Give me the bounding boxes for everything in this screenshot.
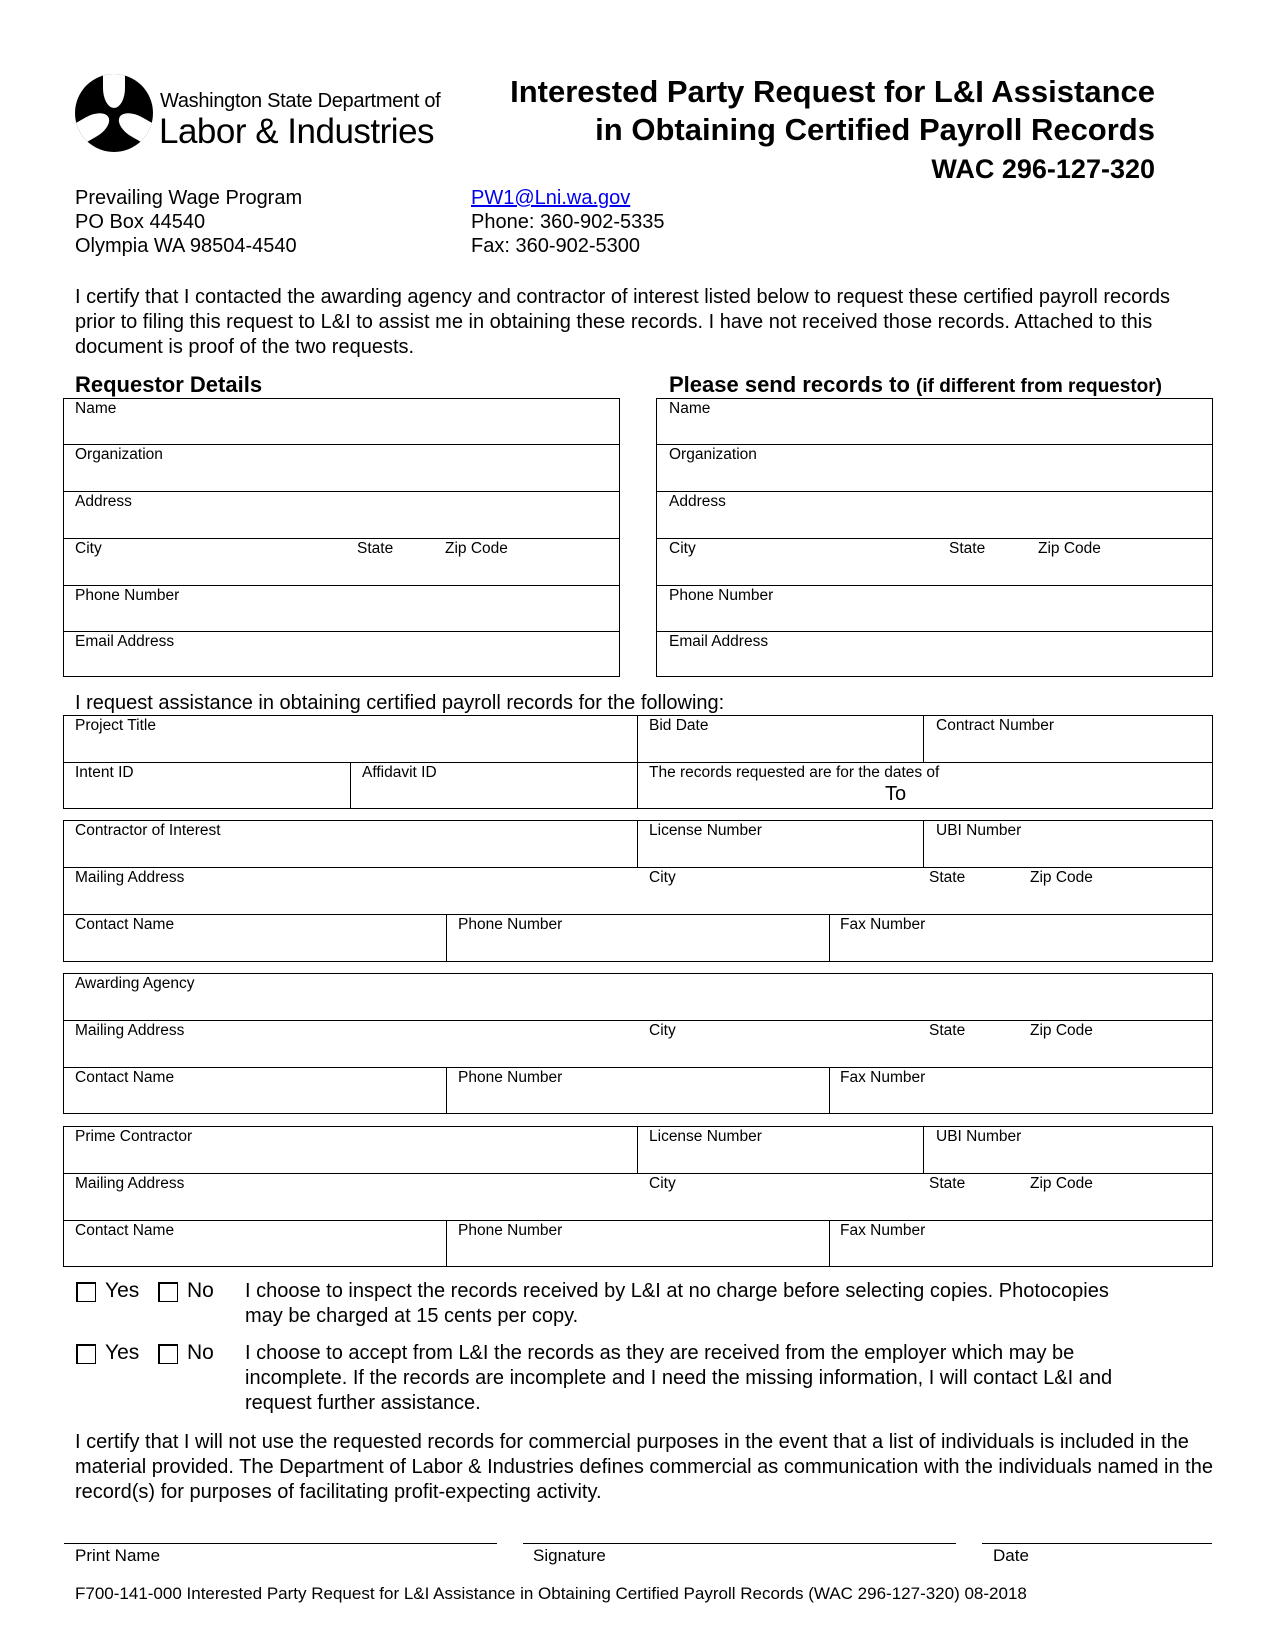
prime-contractor-name-field[interactable]: Prime Contractor [75,1128,193,1145]
contractor-ubi-field[interactable]: UBI Number [936,822,1022,839]
contractor-phone-field[interactable]: Phone Number [458,916,563,933]
requestor-email-field[interactable]: Email Address [75,633,175,650]
prime-contractor-box [63,1126,1213,1267]
date-line[interactable] [982,1543,1212,1544]
accept-yes-checkbox[interactable] [76,1344,96,1364]
agency-name-line1: Washington State Department of [160,90,441,112]
prime-license-field[interactable]: License Number [649,1128,762,1145]
project-title-field[interactable]: Project Title [75,717,156,734]
form-title-line1: Interested Party Request for L&I Assistance [510,74,1155,109]
awarding-zip-field[interactable]: Zip Code [1030,1022,1093,1039]
send-to-heading: Please send records to (if different from requestor) [669,372,1162,397]
affidavit-id-field[interactable]: Affidavit ID [362,764,437,781]
agency-logo [75,74,153,152]
requestor-address-field[interactable]: Address [75,493,132,510]
inspect-yes-label: Yes [105,1279,140,1302]
requestor-city-field[interactable]: City [75,540,102,557]
send-to-phone-field[interactable]: Phone Number [669,587,774,604]
bid-date-field[interactable]: Bid Date [649,717,709,734]
send-to-zip-field[interactable]: Zip Code [1038,540,1101,557]
form-title-line2: in Obtaining Certified Payroll Records [595,112,1155,147]
contractor-city-field[interactable]: City [649,869,676,886]
requestor-state-field[interactable]: State [357,540,394,557]
po-box: PO Box 44540 [75,211,206,233]
requestor-zip-field[interactable]: Zip Code [445,540,508,557]
form-footer: F700-141-000 Interested Party Request for L&I Assistance in Obtaining Certified Payroll Records (WAC 296-127-320) 08-2018 [75,1584,1027,1603]
wac-reference: WAC 296-127-320 [931,154,1155,184]
accept-no-label: No [187,1341,214,1364]
fax: Fax: 360-902-5300 [471,235,641,257]
agency-name-line2: Labor & Industries [159,112,435,151]
prime-zip-field[interactable]: Zip Code [1030,1175,1093,1192]
accept-text-line1: I choose to accept from L&I the records as they are received from the employer which may be [245,1342,1075,1364]
prime-contact-field[interactable]: Contact Name [75,1222,175,1239]
print-name-label: Print Name [75,1546,161,1565]
awarding-state-field[interactable]: State [929,1022,966,1039]
inspect-text-line2: may be charged at 15 cents per copy. [245,1305,579,1327]
prime-fax-field[interactable]: Fax Number [840,1222,926,1239]
send-to-address-field[interactable]: Address [669,493,726,510]
awarding-contact-field[interactable]: Contact Name [75,1069,175,1086]
city-address: Olympia WA 98504-4540 [75,235,297,257]
awarding-mailing-field[interactable]: Mailing Address [75,1022,185,1039]
requestor-organization-field[interactable]: Organization [75,446,163,463]
requestor-phone-field[interactable]: Phone Number [75,587,180,604]
prime-state-field[interactable]: State [929,1175,966,1192]
signature-label: Signature [533,1546,606,1565]
awarding-agency-box [63,973,1213,1114]
prime-city-field[interactable]: City [649,1175,676,1192]
send-to-note: (if different from requestor) [916,376,1162,397]
prime-mailing-field[interactable]: Mailing Address [75,1175,185,1192]
accept-no-checkbox[interactable] [158,1344,178,1364]
awarding-fax-field[interactable]: Fax Number [840,1069,926,1086]
inspect-no-label: No [187,1279,214,1302]
program-name: Prevailing Wage Program [75,187,303,209]
awarding-city-field[interactable]: City [649,1022,676,1039]
contract-number-field[interactable]: Contract Number [936,717,1055,734]
accept-yes-label: Yes [105,1341,140,1364]
send-to-state-field[interactable]: State [949,540,986,557]
send-to-city-field[interactable]: City [669,540,696,557]
dates-to-label: To [885,783,907,805]
accept-text-line3: request further assistance. [245,1392,481,1414]
prime-ubi-field[interactable]: UBI Number [936,1128,1022,1145]
inspect-yes-checkbox[interactable] [76,1282,96,1302]
requestor-heading: Requestor Details [75,372,263,397]
print-name-line[interactable] [64,1543,497,1544]
contractor-mailing-field[interactable]: Mailing Address [75,869,185,886]
inspect-text-line1: I choose to inspect the records received by L&I at no charge before selecting copies. Photocopies [245,1280,1109,1302]
phone: Phone: 360-902-5335 [471,211,665,233]
contractor-name-field[interactable]: Contractor of Interest [75,822,221,839]
awarding-phone-field[interactable]: Phone Number [458,1069,563,1086]
email-link[interactable]: PW1@Lni.wa.gov [471,187,631,209]
dates-field[interactable]: The records requested are for the dates of [649,764,940,781]
accept-text-line2: incomplete. If the records are incomplete and I need the missing information, I will contact L&I and [245,1367,1113,1389]
send-to-name-field[interactable]: Name [669,400,711,417]
contractor-box [63,820,1213,962]
contractor-license-field[interactable]: License Number [649,822,762,839]
date-label: Date [993,1546,1029,1565]
request-intro: I request assistance in obtaining certified payroll records for the following: [75,692,725,714]
certify-paragraph: I certify that I will not use the requested records for commercial purposes in the event that a list of individuals is included in the material provided. The Department of Labor & Industries defines commercial as communication with the individuals named in the record(s) for purposes of facilitating profit-expecting activity. [75,1431,1213,1503]
contractor-state-field[interactable]: State [929,869,966,886]
send-to-email-field[interactable]: Email Address [669,633,769,650]
requestor-name-field[interactable]: Name [75,400,117,417]
contractor-contact-field[interactable]: Contact Name [75,916,175,933]
contractor-fax-field[interactable]: Fax Number [840,916,926,933]
intent-id-field[interactable]: Intent ID [75,764,134,781]
send-to-organization-field[interactable]: Organization [669,446,757,463]
awarding-agency-name-field[interactable]: Awarding Agency [75,975,195,992]
prime-phone-field[interactable]: Phone Number [458,1222,563,1239]
intro-paragraph: I certify that I contacted the awarding agency and contractor of interest listed below to request these certified payroll records prior to filing this request to L&I to assist me in obtaining these records. I have not received those records. Attached to this document is proof of the two requests. [75,286,1171,358]
signature-line[interactable] [523,1543,956,1544]
contractor-zip-field[interactable]: Zip Code [1030,869,1093,886]
inspect-no-checkbox[interactable] [158,1282,178,1302]
